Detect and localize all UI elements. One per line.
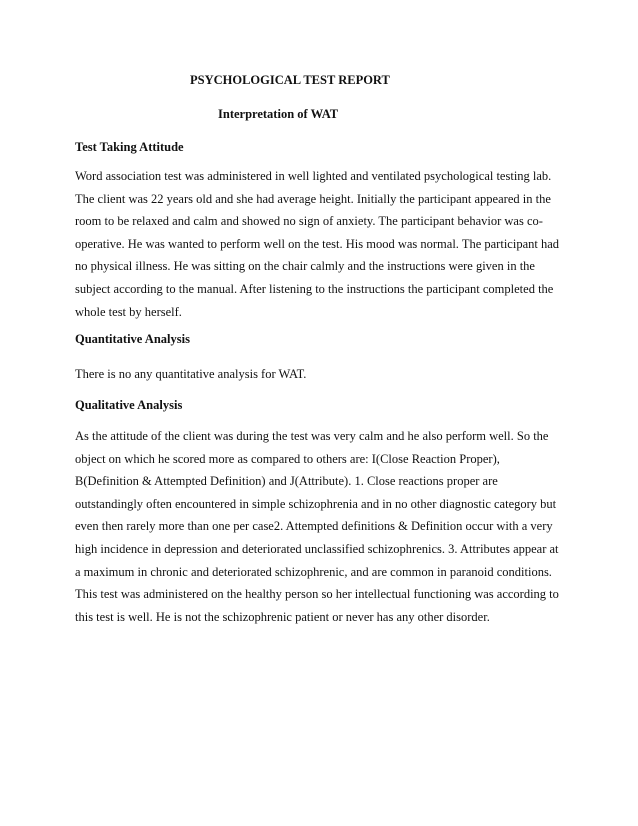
paragraph-line: a maximum in chronic and deteriorated schizophrenic, and are common in paranoid conditions. xyxy=(75,564,552,579)
paragraph-line: high incidence in depression and deteriorated unclassified schizophrenics. 3. Attributes appear at xyxy=(75,541,559,556)
qualitative-analysis-paragraph xyxy=(75,425,575,628)
section-heading-qualitative-analysis: Qualitative Analysis xyxy=(75,398,183,412)
report-subtitle: Interpretation of WAT xyxy=(218,107,339,121)
section-heading-test-taking-attitude: Test Taking Attitude xyxy=(75,140,184,154)
paragraph-line: no physical illness. He was sitting on the chair calmly and the instructions were given in the xyxy=(75,259,535,274)
paragraph-line: even then rarely more than one per case2. Attempted definitions & Definition occur with a very xyxy=(75,519,553,534)
paragraph-line: subject according to the manual. After listening to the instructions the participant completed the xyxy=(75,281,554,296)
paragraph-line: There is no any quantitative analysis for WAT. xyxy=(75,367,307,381)
paragraph-line: operative. He was wanted to perform well on the test. His mood was normal. The participant had xyxy=(75,236,560,251)
paragraph-line: Word association test was administered in well lighted and ventilated psychological testing lab. xyxy=(75,169,552,183)
section-heading-quantitative-analysis: Quantitative Analysis xyxy=(75,332,190,346)
paragraph-line: whole test by herself. xyxy=(75,304,182,319)
paragraph-line: This test was administered on the healthy person so her intellectual functioning was according to xyxy=(75,587,559,602)
paragraph-line: The client was 22 years old and she had average height. Initially the participant appeared in the xyxy=(75,191,551,206)
paragraph-line: outstandingly often encountered in simple schizophrenia and in no other diagnostic category but xyxy=(75,496,557,511)
paragraph-line: B(Definition & Attempted Definition) and J(Attribute). 1. Close reactions proper are xyxy=(75,474,498,489)
test-taking-attitude-paragraph xyxy=(75,165,575,323)
paragraph-line: room to be relaxed and calm and showed no sign of anxiety. The participant behavior was co- xyxy=(75,214,543,229)
quantitative-analysis-paragraph xyxy=(75,363,575,386)
report-title: PSYCHOLOGICAL TEST REPORT xyxy=(190,73,390,87)
paragraph-line: object on which he scored more as compared to others are: I(Close Reaction Proper), xyxy=(75,451,500,466)
paragraph-line: this test is well. He is not the schizophrenic patient or never has any other disorder. xyxy=(75,609,490,624)
paragraph-line: As the attitude of the client was during the test was very calm and he also perform well. So the xyxy=(75,429,549,443)
